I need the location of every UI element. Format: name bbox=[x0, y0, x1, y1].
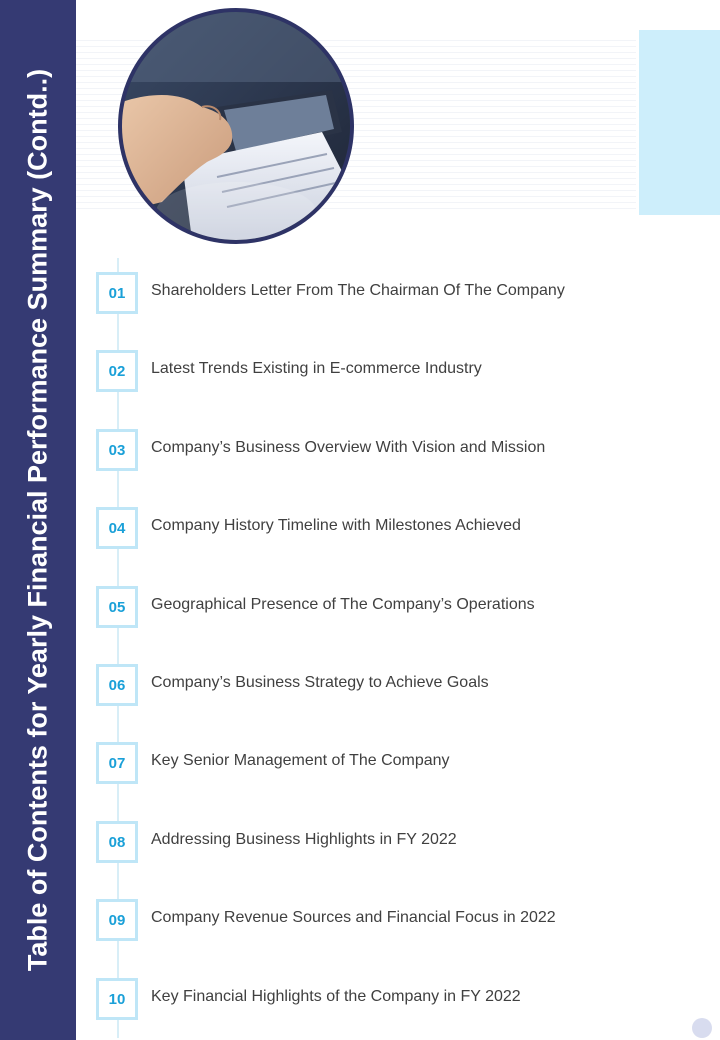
toc-label: Key Financial Highlights of the Company in FY 2022 bbox=[151, 988, 521, 1005]
toc-label: Company Revenue Sources and Financial Focus in 2022 bbox=[151, 909, 556, 926]
toc-number: 08 bbox=[96, 821, 138, 863]
toc-number: 01 bbox=[96, 272, 138, 314]
toc-number: 09 bbox=[96, 899, 138, 941]
toc-label: Shareholders Letter From The Chairman Of The Company bbox=[151, 282, 565, 299]
toc-number: 07 bbox=[96, 742, 138, 784]
toc-number: 02 bbox=[96, 350, 138, 392]
toc-label: Company’s Business Overview With Vision and Mission bbox=[151, 439, 546, 456]
page-title: Table of Contents for Yearly Financial Performance Summary (Contd..) bbox=[22, 68, 53, 972]
toc-number: 06 bbox=[96, 664, 138, 706]
toc-item[interactable] bbox=[96, 664, 696, 706]
page-indicator-dot bbox=[692, 1018, 712, 1038]
toc-number: 05 bbox=[96, 586, 138, 628]
toc-label: Latest Trends Existing in E-commerce Industry bbox=[151, 360, 482, 377]
toc-label: Company History Timeline with Milestones Achieved bbox=[151, 517, 521, 534]
toc-item[interactable] bbox=[96, 429, 696, 471]
photo-illustration bbox=[122, 12, 350, 240]
header-photo bbox=[118, 8, 354, 244]
toc-item[interactable] bbox=[96, 507, 696, 549]
toc-label: Key Senior Management of The Company bbox=[151, 752, 450, 769]
toc-label: Geographical Presence of The Company’s Operations bbox=[151, 596, 535, 613]
toc-label: Company’s Business Strategy to Achieve Goals bbox=[151, 674, 489, 691]
toc-label: Addressing Business Highlights in FY 2022 bbox=[151, 831, 457, 848]
accent-block bbox=[639, 30, 720, 215]
toc-item[interactable] bbox=[96, 978, 696, 1020]
toc-number: 10 bbox=[96, 978, 138, 1020]
toc-item[interactable] bbox=[96, 742, 696, 784]
toc-item[interactable] bbox=[96, 350, 696, 392]
toc-item[interactable] bbox=[96, 899, 696, 941]
toc-item[interactable] bbox=[96, 586, 696, 628]
sidebar bbox=[0, 0, 76, 1040]
toc-number: 03 bbox=[96, 429, 138, 471]
toc-item[interactable] bbox=[96, 821, 696, 863]
toc-number: 04 bbox=[96, 507, 138, 549]
toc-item[interactable] bbox=[96, 272, 696, 314]
